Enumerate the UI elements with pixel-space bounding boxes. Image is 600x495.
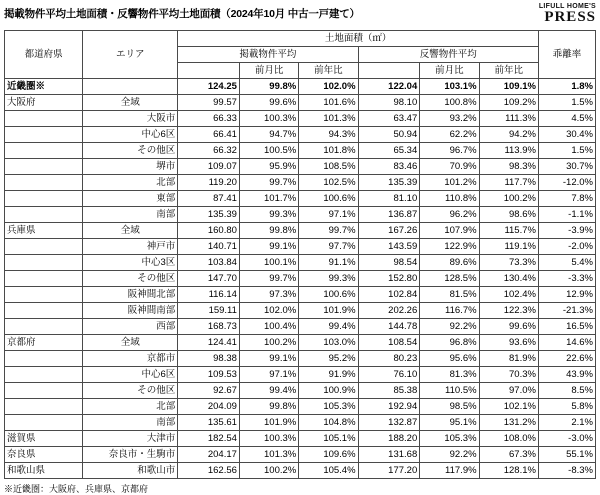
cell-response-mom: 92.2%: [420, 319, 479, 335]
cell-response-mom: 92.2%: [420, 447, 479, 463]
cell-response-value: 98.10: [358, 95, 420, 111]
cell-response-value: 122.04: [358, 79, 420, 95]
cell-area: その他区: [83, 383, 178, 399]
cell-response-yoy: 113.9%: [479, 143, 538, 159]
table-row: [5, 175, 596, 191]
cell-gap-rate: 2.1%: [538, 415, 595, 431]
cell-listed-mom: 100.2%: [239, 335, 298, 351]
cell-response-value: 81.10: [358, 191, 420, 207]
cell-prefecture: [5, 175, 83, 191]
cell-area: その他区: [83, 143, 178, 159]
table-row: [5, 335, 596, 351]
cell-listed-yoy: 99.7%: [299, 223, 358, 239]
cell-gap-rate: 12.9%: [538, 287, 595, 303]
cell-response-value: 108.54: [358, 335, 420, 351]
column-header-land-area-group: 土地面積（㎡）: [178, 31, 539, 47]
cell-listed-yoy: 100.9%: [299, 383, 358, 399]
cell-listed-yoy: 95.2%: [299, 351, 358, 367]
cell-listed-value: 182.54: [178, 431, 240, 447]
table-head: [5, 31, 596, 79]
cell-listed-mom: 94.7%: [239, 127, 298, 143]
cell-gap-rate: -3.9%: [538, 223, 595, 239]
table-row: [5, 415, 596, 431]
table-row: [5, 239, 596, 255]
table-footnote: ※近畿圏：大阪府、兵庫県、京都府: [4, 484, 149, 494]
cell-response-yoy: 94.2%: [479, 127, 538, 143]
cell-gap-rate: 7.8%: [538, 191, 595, 207]
brand-logo: [539, 3, 596, 25]
cell-response-yoy: 67.3%: [479, 447, 538, 463]
cell-listed-value: 116.14: [178, 287, 240, 303]
cell-gap-rate: 4.5%: [538, 111, 595, 127]
cell-listed-value: 204.17: [178, 447, 240, 463]
cell-listed-yoy: 101.9%: [299, 303, 358, 319]
cell-area: 阪神間南部: [83, 303, 178, 319]
cell-listed-mom: 102.0%: [239, 303, 298, 319]
cell-area: 奈良市・生駒市: [83, 447, 178, 463]
table-row: [5, 255, 596, 271]
table-row: [5, 127, 596, 143]
cell-listed-value: 162.56: [178, 463, 240, 479]
page-title: 掲載物件平均土地面積・反響物件平均土地面積（2024年10月 中古一戸建て）: [4, 8, 360, 20]
cell-response-value: 192.94: [358, 399, 420, 415]
cell-prefecture: [5, 159, 83, 175]
page-header: [0, 0, 600, 30]
table-row: [5, 383, 596, 399]
column-header-response-yoy: 前年比: [479, 63, 538, 79]
cell-gap-rate: 5.4%: [538, 255, 595, 271]
table-row: [5, 95, 596, 111]
table-row: [5, 111, 596, 127]
cell-listed-value: 168.73: [178, 319, 240, 335]
cell-listed-yoy: 91.1%: [299, 255, 358, 271]
cell-response-yoy: 102.1%: [479, 399, 538, 415]
cell-response-value: 177.20: [358, 463, 420, 479]
cell-listed-mom: 97.3%: [239, 287, 298, 303]
cell-listed-value: 92.67: [178, 383, 240, 399]
cell-listed-mom: 99.7%: [239, 175, 298, 191]
cell-listed-yoy: 97.7%: [299, 239, 358, 255]
cell-prefecture: 兵庫県: [5, 223, 83, 239]
column-header-response-mom: 前月比: [420, 63, 479, 79]
cell-prefecture: [5, 303, 83, 319]
cell-response-mom: 81.5%: [420, 287, 479, 303]
cell-listed-yoy: 91.9%: [299, 367, 358, 383]
cell-response-yoy: 73.3%: [479, 255, 538, 271]
cell-response-yoy: 102.4%: [479, 287, 538, 303]
table-body: [5, 79, 596, 479]
cell-listed-mom: 101.3%: [239, 447, 298, 463]
cell-listed-mom: 99.7%: [239, 271, 298, 287]
table-row: [5, 271, 596, 287]
cell-area: 北部: [83, 399, 178, 415]
cell-area: 中心6区: [83, 367, 178, 383]
cell-gap-rate: 16.5%: [538, 319, 595, 335]
cell-response-value: 143.59: [358, 239, 420, 255]
cell-listed-yoy: 94.3%: [299, 127, 358, 143]
cell-prefecture: [5, 319, 83, 335]
cell-response-mom: 128.5%: [420, 271, 479, 287]
cell-gap-rate: 43.9%: [538, 367, 595, 383]
cell-area: 神戸市: [83, 239, 178, 255]
cell-response-yoy: 99.6%: [479, 319, 538, 335]
cell-gap-rate: 8.5%: [538, 383, 595, 399]
cell-response-mom: 96.8%: [420, 335, 479, 351]
cell-listed-value: 98.38: [178, 351, 240, 367]
cell-response-yoy: 130.4%: [479, 271, 538, 287]
cell-response-mom: 70.9%: [420, 159, 479, 175]
cell-listed-yoy: 101.8%: [299, 143, 358, 159]
cell-listed-mom: 100.2%: [239, 463, 298, 479]
cell-response-yoy: 70.3%: [479, 367, 538, 383]
cell-listed-mom: 99.6%: [239, 95, 298, 111]
table-row: [5, 287, 596, 303]
cell-listed-yoy: 97.1%: [299, 207, 358, 223]
cell-area: 大阪市: [83, 111, 178, 127]
cell-area: 京都市: [83, 351, 178, 367]
cell-prefecture: [5, 207, 83, 223]
cell-response-value: 167.26: [358, 223, 420, 239]
cell-listed-value: 66.41: [178, 127, 240, 143]
cell-listed-yoy: 102.0%: [299, 79, 358, 95]
cell-listed-mom: 99.8%: [239, 79, 298, 95]
cell-response-yoy: 131.2%: [479, 415, 538, 431]
cell-prefecture: [5, 383, 83, 399]
cell-response-mom: 89.6%: [420, 255, 479, 271]
column-header-prefecture: 都道府県: [5, 31, 83, 79]
header-row-1: [5, 31, 596, 47]
cell-response-value: 135.39: [358, 175, 420, 191]
cell-response-yoy: 122.3%: [479, 303, 538, 319]
cell-area: 全域: [83, 335, 178, 351]
table-row: [5, 159, 596, 175]
cell-listed-mom: 99.1%: [239, 351, 298, 367]
cell-area: [83, 79, 178, 95]
cell-listed-yoy: 101.6%: [299, 95, 358, 111]
table-row: [5, 431, 596, 447]
column-header-listed-yoy: 前年比: [299, 63, 358, 79]
cell-response-yoy: 109.2%: [479, 95, 538, 111]
cell-gap-rate: -1.1%: [538, 207, 595, 223]
cell-prefecture: [5, 271, 83, 287]
cell-response-value: 136.87: [358, 207, 420, 223]
cell-area: 中心6区: [83, 127, 178, 143]
cell-gap-rate: 1.5%: [538, 143, 595, 159]
cell-area: 西部: [83, 319, 178, 335]
cell-gap-rate: -3.3%: [538, 271, 595, 287]
table-row: [5, 463, 596, 479]
cell-prefecture: [5, 127, 83, 143]
cell-gap-rate: 14.6%: [538, 335, 595, 351]
cell-gap-rate: 30.4%: [538, 127, 595, 143]
table-row: [5, 351, 596, 367]
cell-listed-yoy: 100.6%: [299, 191, 358, 207]
cell-response-yoy: 98.6%: [479, 207, 538, 223]
cell-response-mom: 105.3%: [420, 431, 479, 447]
table-row: [5, 447, 596, 463]
cell-listed-value: 99.57: [178, 95, 240, 111]
cell-response-yoy: 93.6%: [479, 335, 538, 351]
column-header-listed-mom: 前月比: [239, 63, 298, 79]
cell-area: 全域: [83, 223, 178, 239]
cell-listed-mom: 99.4%: [239, 383, 298, 399]
cell-prefecture: [5, 399, 83, 415]
cell-prefecture: [5, 351, 83, 367]
cell-listed-value: 66.33: [178, 111, 240, 127]
table-row: [5, 143, 596, 159]
cell-gap-rate: 55.1%: [538, 447, 595, 463]
cell-response-value: 152.80: [358, 271, 420, 287]
cell-prefecture: [5, 367, 83, 383]
cell-prefecture: 奈良県: [5, 447, 83, 463]
cell-response-yoy: 111.3%: [479, 111, 538, 127]
cell-response-value: 131.68: [358, 447, 420, 463]
table-row: [5, 303, 596, 319]
cell-response-value: 98.54: [358, 255, 420, 271]
cell-listed-value: 135.39: [178, 207, 240, 223]
cell-listed-yoy: 101.3%: [299, 111, 358, 127]
cell-response-mom: 103.1%: [420, 79, 479, 95]
cell-listed-yoy: 99.4%: [299, 319, 358, 335]
cell-area: 北部: [83, 175, 178, 191]
cell-gap-rate: 5.8%: [538, 399, 595, 415]
cell-listed-value: 124.25: [178, 79, 240, 95]
cell-listed-yoy: 105.1%: [299, 431, 358, 447]
cell-listed-mom: 99.8%: [239, 399, 298, 415]
cell-response-mom: 81.3%: [420, 367, 479, 383]
cell-listed-yoy: 109.6%: [299, 447, 358, 463]
cell-response-mom: 100.8%: [420, 95, 479, 111]
cell-listed-mom: 100.1%: [239, 255, 298, 271]
column-header-listed-value: [178, 63, 240, 79]
cell-listed-mom: 100.5%: [239, 143, 298, 159]
cell-prefecture: 大阪府: [5, 95, 83, 111]
table-row: [5, 319, 596, 335]
cell-response-mom: 107.9%: [420, 223, 479, 239]
cell-gap-rate: 1.5%: [538, 95, 595, 111]
cell-gap-rate: 30.7%: [538, 159, 595, 175]
cell-listed-yoy: 99.3%: [299, 271, 358, 287]
cell-listed-mom: 100.3%: [239, 431, 298, 447]
brand-name-top: LIFULL HOME'S: [538, 3, 596, 10]
cell-response-mom: 93.2%: [420, 111, 479, 127]
cell-listed-value: 204.09: [178, 399, 240, 415]
cell-response-value: 144.78: [358, 319, 420, 335]
cell-response-value: 188.20: [358, 431, 420, 447]
cell-listed-mom: 100.4%: [239, 319, 298, 335]
cell-area: 中心3区: [83, 255, 178, 271]
cell-listed-value: 147.70: [178, 271, 240, 287]
table-row: [5, 207, 596, 223]
cell-listed-value: 103.84: [178, 255, 240, 271]
cell-gap-rate: -21.3%: [538, 303, 595, 319]
cell-listed-value: 109.53: [178, 367, 240, 383]
cell-response-value: 76.10: [358, 367, 420, 383]
cell-listed-value: 140.71: [178, 239, 240, 255]
cell-listed-value: 66.32: [178, 143, 240, 159]
table-row: [5, 191, 596, 207]
cell-response-value: 83.46: [358, 159, 420, 175]
cell-listed-mom: 95.9%: [239, 159, 298, 175]
cell-listed-value: 159.11: [178, 303, 240, 319]
cell-response-mom: 95.1%: [420, 415, 479, 431]
cell-gap-rate: -8.3%: [538, 463, 595, 479]
cell-response-value: 132.87: [358, 415, 420, 431]
column-header-listed-avg: 掲載物件平均: [178, 47, 358, 63]
column-header-area: エリア: [83, 31, 178, 79]
cell-response-yoy: 97.0%: [479, 383, 538, 399]
cell-listed-mom: 101.7%: [239, 191, 298, 207]
cell-area: 阪神間北部: [83, 287, 178, 303]
cell-gap-rate: 1.8%: [538, 79, 595, 95]
cell-response-value: 65.34: [358, 143, 420, 159]
cell-response-yoy: 109.1%: [479, 79, 538, 95]
table-row: [5, 399, 596, 415]
cell-response-yoy: 119.1%: [479, 239, 538, 255]
cell-response-yoy: 81.9%: [479, 351, 538, 367]
cell-listed-yoy: 100.6%: [299, 287, 358, 303]
cell-listed-yoy: 102.5%: [299, 175, 358, 191]
cell-response-value: 85.38: [358, 383, 420, 399]
cell-listed-value: 160.80: [178, 223, 240, 239]
cell-gap-rate: -12.0%: [538, 175, 595, 191]
cell-prefecture: 和歌山県: [5, 463, 83, 479]
cell-prefecture: [5, 287, 83, 303]
cell-response-mom: 110.8%: [420, 191, 479, 207]
cell-prefecture: 京都府: [5, 335, 83, 351]
cell-prefecture: [5, 415, 83, 431]
cell-response-value: 80.23: [358, 351, 420, 367]
cell-response-value: 102.84: [358, 287, 420, 303]
cell-area: 南部: [83, 207, 178, 223]
cell-response-value: 50.94: [358, 127, 420, 143]
cell-listed-value: 135.61: [178, 415, 240, 431]
cell-response-mom: 110.5%: [420, 383, 479, 399]
cell-prefecture: 滋賀県: [5, 431, 83, 447]
cell-response-yoy: 128.1%: [479, 463, 538, 479]
cell-area: 全域: [83, 95, 178, 111]
cell-listed-value: 87.41: [178, 191, 240, 207]
cell-listed-value: 124.41: [178, 335, 240, 351]
cell-response-value: 63.47: [358, 111, 420, 127]
land-area-table: [4, 30, 596, 479]
cell-response-yoy: 98.3%: [479, 159, 538, 175]
cell-gap-rate: 22.6%: [538, 351, 595, 367]
cell-listed-mom: 99.3%: [239, 207, 298, 223]
cell-area: 東部: [83, 191, 178, 207]
cell-listed-mom: 100.3%: [239, 111, 298, 127]
cell-listed-value: 109.07: [178, 159, 240, 175]
cell-area: 大津市: [83, 431, 178, 447]
brand-name-bottom: PRESS: [544, 9, 596, 25]
cell-listed-value: 119.20: [178, 175, 240, 191]
cell-response-mom: 96.2%: [420, 207, 479, 223]
cell-response-mom: 98.5%: [420, 399, 479, 415]
cell-listed-mom: 99.8%: [239, 223, 298, 239]
cell-listed-yoy: 105.3%: [299, 399, 358, 415]
table-row: [5, 223, 596, 239]
column-header-gap-rate: 乖離率: [538, 31, 595, 79]
cell-gap-rate: -2.0%: [538, 239, 595, 255]
cell-response-mom: 101.2%: [420, 175, 479, 191]
cell-response-mom: 122.9%: [420, 239, 479, 255]
cell-area: 堺市: [83, 159, 178, 175]
cell-prefecture: [5, 191, 83, 207]
cell-response-mom: 62.2%: [420, 127, 479, 143]
cell-prefecture: [5, 239, 83, 255]
table-row: [5, 367, 596, 383]
cell-response-yoy: 117.7%: [479, 175, 538, 191]
cell-response-yoy: 100.2%: [479, 191, 538, 207]
cell-prefecture: [5, 143, 83, 159]
column-header-response-avg: 反響物件平均: [358, 47, 538, 63]
cell-prefecture: [5, 111, 83, 127]
cell-area: 南部: [83, 415, 178, 431]
cell-gap-rate: -3.0%: [538, 431, 595, 447]
cell-listed-yoy: 108.5%: [299, 159, 358, 175]
cell-area: その他区: [83, 271, 178, 287]
cell-listed-yoy: 104.8%: [299, 415, 358, 431]
cell-response-yoy: 108.0%: [479, 431, 538, 447]
cell-prefecture: 近畿圏※: [5, 79, 83, 95]
cell-listed-mom: 101.9%: [239, 415, 298, 431]
cell-response-mom: 117.9%: [420, 463, 479, 479]
cell-response-mom: 96.7%: [420, 143, 479, 159]
cell-listed-mom: 97.1%: [239, 367, 298, 383]
cell-area: 和歌山市: [83, 463, 178, 479]
column-header-response-value: [358, 63, 420, 79]
cell-listed-yoy: 105.4%: [299, 463, 358, 479]
cell-listed-mom: 99.1%: [239, 239, 298, 255]
cell-response-mom: 116.7%: [420, 303, 479, 319]
cell-response-yoy: 115.7%: [479, 223, 538, 239]
cell-response-mom: 95.6%: [420, 351, 479, 367]
cell-response-value: 202.26: [358, 303, 420, 319]
cell-prefecture: [5, 255, 83, 271]
table-row: [5, 79, 596, 95]
cell-listed-yoy: 103.0%: [299, 335, 358, 351]
